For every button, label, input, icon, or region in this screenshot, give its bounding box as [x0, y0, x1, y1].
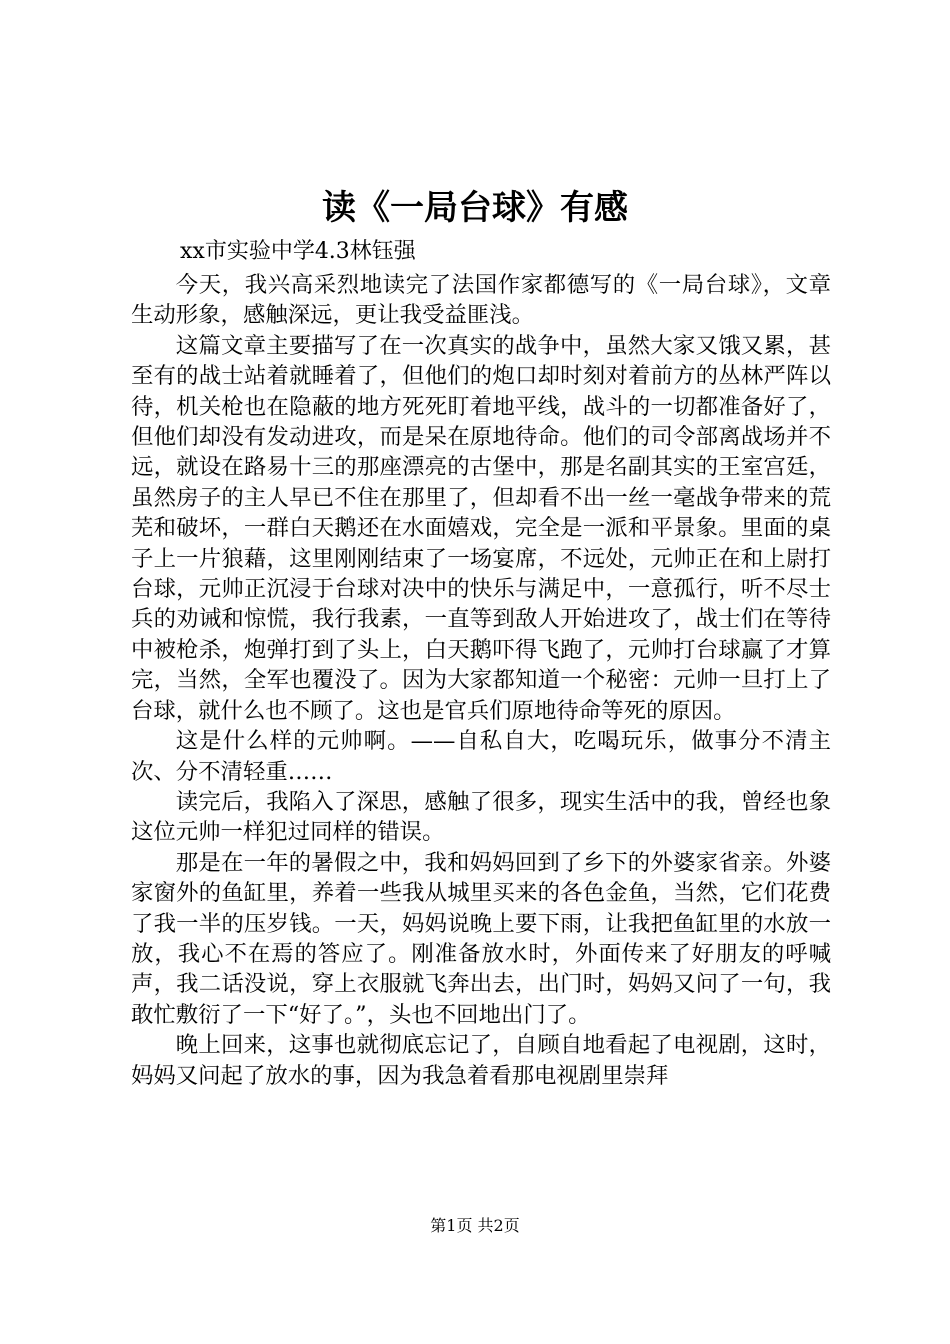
paragraph: 这篇文章主要描写了在一次真实的战争中，虽然大家又饿又累，甚至有的战士站着就睡着了，但他们的炮口却时刻对着前方的丛林严阵以待，机关枪也在隐蔽的地方死死盯着地平线，战斗的一切都准备好了，但他们却没有发动进攻，而是呆在原地待命。他们的司令部离战场并不远，就设在路易十三的那座漂亮的古堡中，那是名副其实的王室宫廷，虽然房子的主人早已不住在那里了，但却看不出一丝一毫战争带来的荒芜和破坏，一群白天鹅还在水面嬉戏，完全是一派和平景象。里面的桌子上一片狼藉，这里刚刚结束了一场宴席，不远处，元帅正在和上尉打台球，元帅正沉浸于台球对决中的快乐与满足中，一意孤行，听不尽士兵的劝诫和惊慌，我行我素，一直等到敌人开始进攻了，战士们在等待中被枪杀，炮弹打到了头上，白天鹅吓得飞跑了，元帅打台球赢了才算完，当然，全军也覆没了。因为大家都知道一个秘密：元帅一旦打上了台球，就什么也不顾了。这也是官兵们原地待命等死的原因。 [131, 332, 831, 724]
paragraph: 那是在一年的暑假之中，我和妈妈回到了乡下的外婆家省亲。外婆家窗外的鱼缸里，养着一些我从城里买来的各色金鱼，当然，它们花费了我一半的压岁钱。一天，妈妈说晚上要下雨，让我把鱼缸里的水放一放，我心不在焉的答应了。刚准备放水时，外面传来了好朋友的呼喊声，我二话没说，穿上衣服就飞奔出去，出门时，妈妈又问了一句，我敢忙敷衍了一下“好了。”，头也不回地出门了。 [131, 849, 831, 1028]
document-title: 读《一局台球》有感 [322, 188, 628, 228]
paragraph: 读完后，我陷入了深思，感触了很多，现实生活中的我，曾经也象这位元帅一样犯过同样的错误。 [131, 788, 831, 846]
paragraph: 晚上回来，这事也就彻底忘记了，自顾自地看起了电视剧，这时，妈妈又问起了放水的事，因为我急着看那电视剧里崇拜 [131, 1032, 831, 1089]
page-footer: 第1页 共2页 [430, 1216, 520, 1235]
author-byline: xx市实验中学4.3林钰强 [180, 239, 416, 264]
paragraph: 这是什么样的元帅啊。——自私自大，吃喝玩乐，做事分不清主次、分不清轻重…… [131, 728, 831, 785]
document-body [131, 270, 831, 1091]
paragraph: 今天，我兴高采烈地读完了法国作家都德写的《一局台球》，文章生动形象，感触深远，更让我受益匪浅。 [131, 272, 831, 329]
